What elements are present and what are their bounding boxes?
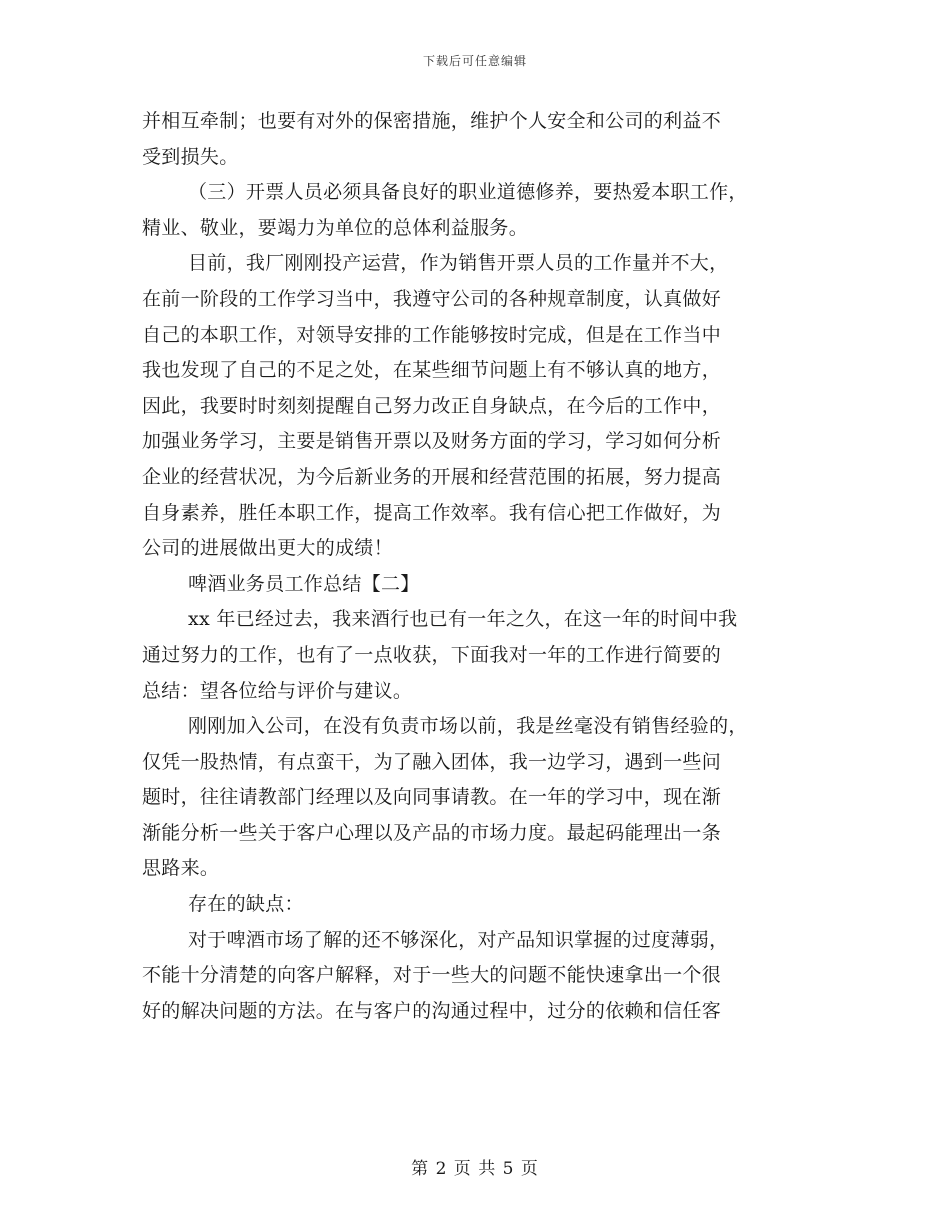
paragraph-line: （三）开票人员必须具备良好的职业道德修养，要热爱本职工作， <box>188 181 748 204</box>
paragraph-line: 因此，我要时时刻刻提醒自己努力改正自身缺点，在今后的工作中， <box>142 394 722 417</box>
paragraph-line: 刚刚加入公司，在没有负责市场以前，我是丝毫没有销售经验的， <box>188 715 748 738</box>
paragraph-line: 自身素养，胜任本职工作，提高工作效率。我有信心把工作做好，为 <box>142 501 722 524</box>
paragraph-line: 公司的进展做出更大的成绩！ <box>142 537 393 560</box>
document-body <box>142 104 812 1029</box>
paragraph-line: 题时，往往请教部门经理以及向同事请教。在一年的学习中，现在渐 <box>142 786 722 809</box>
page-header: 下载后可任意编辑 <box>422 54 527 68</box>
paragraph-line: 受到损失。 <box>142 145 239 168</box>
paragraph-line: 在前一阶段的工作学习当中，我遵守公司的各种规章制度，认真做好 <box>142 287 722 310</box>
paragraph-line: 存在的缺点： <box>188 893 304 916</box>
paragraph-line: 啤酒业务员工作总结【二】 <box>188 572 420 595</box>
paragraph-line: xx 年已经过去，我来酒行也已有一年之久，在这一年的时间中我 <box>188 608 738 631</box>
paragraph-line: 精业、敬业，要竭力为单位的总体利益服务。 <box>142 216 529 239</box>
paragraph-line: 并相互牵制；也要有对外的保密措施，维护个人安全和公司的利益不 <box>142 110 722 132</box>
paragraph-line: 企业的经营状况，为今后新业务的开展和经营范围的拓展，努力提高 <box>142 465 722 488</box>
paragraph-line: 通过努力的工作，也有了一点收获，下面我对一年的工作进行简要的 <box>142 643 722 666</box>
page-number-footer: 第 2 页 共 5 页 <box>411 1159 539 1179</box>
paragraph-line: 仅凭一股热情，有点蛮干，为了融入团体，我一边学习，遇到一些问 <box>142 750 722 773</box>
paragraph-line: 自己的本职工作，对领导安排的工作能够按时完成，但是在工作当中 <box>142 323 722 346</box>
paragraph-line: 好的解决问题的方法。在与客户的沟通过程中，过分的依赖和信任客 <box>142 999 722 1022</box>
paragraph-line: 目前，我厂刚刚投产运营，作为销售开票人员的工作量并不大， <box>188 252 729 275</box>
paragraph-line: 总结：望各位给与评价与建议。 <box>142 679 413 702</box>
paragraph-line: 不能十分清楚的向客户解释，对于一些大的问题不能快速拿出一个很 <box>142 964 722 987</box>
paragraph-line: 我也发现了自己的不足之处，在某些细节问题上有不够认真的地方， <box>142 359 722 382</box>
paragraph-line: 渐能分析一些关于客户心理以及产品的市场力度。最起码能理出一条 <box>142 821 722 844</box>
paragraph-line: 思路来。 <box>142 857 220 880</box>
paragraph-line: 加强业务学习，主要是销售开票以及财务方面的学习，学习如何分析 <box>142 430 722 453</box>
paragraph-line: 对于啤酒市场了解的还不够深化，对产品知识掌握的过度薄弱， <box>188 928 729 951</box>
